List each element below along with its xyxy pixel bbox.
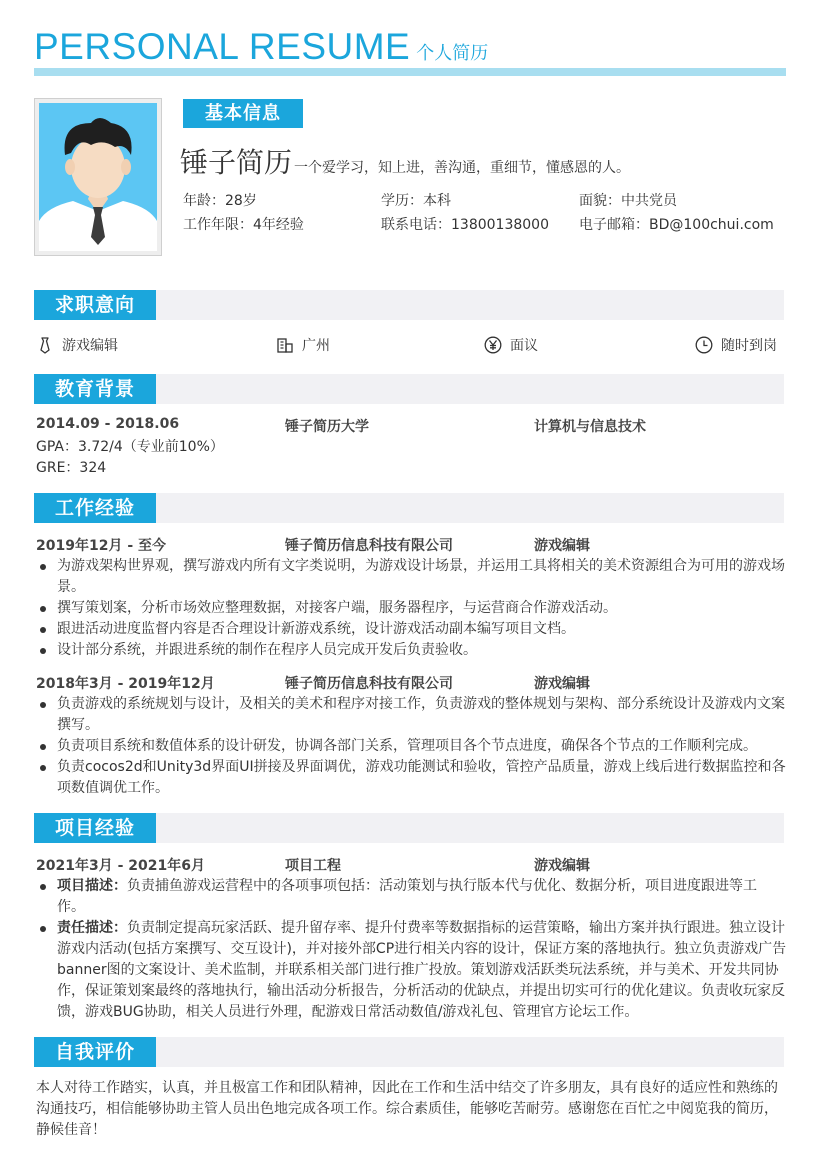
info-email: 电子邮箱：BD@100chui.com [579,217,774,233]
tie-icon [36,336,54,354]
project-desc: 负责捕鱼游戏运营程中的各项事项包括：活动策划与执行版本代与优化、数据分析，项目进度跟进等工 作。 [57,878,771,915]
project-duty-label: 责任描述： [57,920,127,936]
project-duty: 负责制定提高玩家活跃、提升留存率、提升付费率等数据指标的运营策略，输出方案并执行跟进。独立设计游戏内活动(包括方案撰写、交互设计)，并对接外部CP进行相关内容的设计，保证方案的落地执行。独立负责游戏广告banner图的文案设计、美术监制，并联系相关部门进行推广投放。策划游戏活跃类玩法系统，并与美术、开发共同协作，保证策划案最终的落地执行，输出活动分析报告，分析活动的优缺点，并提出切实可行的优化建议。负责收玩家反馈，游戏BUG协助，相关人员进行外理，配游戏日常活动数值/游戏礼包、管理官方论坛工作。 [57,920,787,1020]
project-name: 项目工程 [285,858,341,874]
project-period: 2021年3月 - 2021年6月 [36,858,205,874]
job-role: 游戏编辑 [534,676,590,692]
intent-city [276,333,330,357]
basic-info-grid [183,191,783,239]
full-name: 锤子简历 [180,146,293,179]
motto: 一个爱学习，知上进，善沟通，重细节，懂感恩的人。 [294,160,631,176]
list-item: 为游戏架构世界观，撰写游戏内所有文字类说明，为游戏设计场景，并运用工具将相关的美术资源组合为可用的游戏场景。 [36,556,788,598]
job-row [36,673,784,693]
title-chinese: 个人简历 [416,43,489,64]
intent-arrival [695,333,777,357]
yen-icon [484,336,502,354]
info-experience: 工作年限：4年经验 [183,217,304,233]
info-phone: 联系电话：13800138000 [381,217,549,233]
education-period: 2014.09 - 2018.06 [36,416,180,432]
section-title: 求职意向 [34,290,156,320]
project-details [36,876,788,1023]
section-header-education [34,374,784,404]
section-header-intent [34,290,784,320]
education-gre: GRE：324 [36,460,107,476]
info-age: 年龄：28岁 [183,193,257,209]
name-line [180,141,630,181]
list-item: 跟进活动进度监督内容是否合理设计新游戏系统，设计游戏活动副本编写项目文档。 [36,619,788,640]
education-row [36,416,784,436]
avatar-illustration [39,103,157,251]
section-title: 教育背景 [34,374,156,404]
list-item: 撰写策划案，分析市场效应整理数据，对接客户端，服务器程序，与运营商合作游戏活动。 [36,598,788,619]
section-header-project [34,813,784,843]
list-item [36,876,788,918]
section-title: 自我评价 [34,1037,156,1067]
section-title: 工作经验 [34,493,156,523]
list-item [36,918,788,1023]
list-item: 负责cocos2d和Unity3d界面UI拼接及界面调优，游戏功能测试和验收，管控产品质量，游戏上线后进行数据监控和各项数值调优工作。 [36,757,788,799]
intent-position-label: 游戏编辑 [62,338,118,354]
project-role: 游戏编辑 [534,858,590,874]
resume-header [34,26,786,68]
job-intent [34,333,784,357]
info-row [183,215,783,239]
section-header-self [34,1037,784,1067]
section-basic-info: 基本信息 [183,99,303,128]
list-item: 负责游戏的系统规划与设计，及相关的美术和程序对接工作，负责游戏的整体规划与架构、部分系统设计及游戏内文案撰写。 [36,694,788,736]
self-evaluation: 本人对待工作踏实，认真，并且极富工作和团队精神，因此在工作和生活中结交了许多朋友，具有良好的适应性和熟练的沟通技巧，相信能够协助主管人员出色地完成各项工作。综合素质佳，能够吃苦耐劳。感谢您在百忙之中阅览我的简历，静候佳音！ [36,1080,778,1138]
intent-city-label: 广州 [302,338,330,354]
list-item: 负责项目系统和数值体系的设计研发，协调各部门关系，管理项目各个节点进度，确保各个节点的工作顺利完成。 [36,736,788,757]
profile-photo [34,98,162,256]
job-row [36,535,784,555]
title-english: PERSONAL RESUME [34,26,411,67]
job-company: 锤子简历信息科技有限公司 [285,538,453,554]
job-period: 2019年12月 - 至今 [36,538,167,554]
project-row [36,855,784,875]
section-title: 项目经验 [34,813,156,843]
education-major: 计算机与信息技术 [534,419,646,435]
info-politics: 面貌：中共党员 [579,193,677,209]
info-row [183,191,783,215]
intent-salary-label: 面议 [510,338,538,354]
info-degree: 学历：本科 [381,193,451,209]
job-duties [36,556,788,661]
building-icon [276,336,294,354]
header-divider [34,68,786,76]
job-company: 锤子简历信息科技有限公司 [285,676,453,692]
intent-position [36,333,118,357]
section-header-work [34,493,784,523]
education-school: 锤子简历大学 [285,419,369,435]
project-desc-label: 项目描述： [57,878,127,894]
job-role: 游戏编辑 [534,538,590,554]
intent-salary [484,333,538,357]
job-period: 2018年3月 - 2019年12月 [36,676,215,692]
clock-icon [695,336,713,354]
list-item: 设计部分系统，并跟进系统的制作在程序人员完成开发后负责验收。 [36,640,788,661]
education-gpa: GPA：3.72/4（专业前10%） [36,439,224,455]
job-duties [36,694,788,799]
intent-arrival-label: 随时到岗 [721,338,777,354]
